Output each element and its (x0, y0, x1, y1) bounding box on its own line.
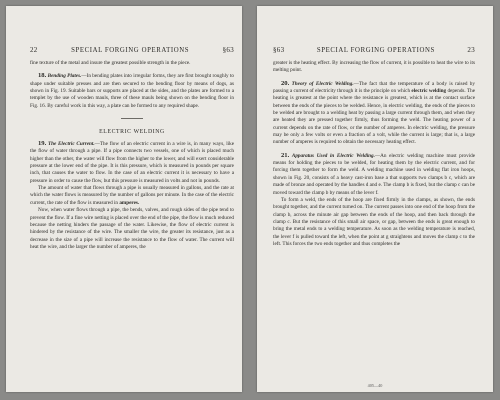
paragraph-19-third: Now, when water flows through a pipe, the bends, valves, and rough sides of the pipe tend to prevent the flow. If a fine wire netting is placed over the end of the pipe, the flow is much reduced because the netting hinders the passage of the water. Likewise, the flow of electric current is hindered by the resistance of the wire. The smaller the wire, the greater its resistance, just as a decrease in the size of a pipe will increase the resistance to the flow of water. The current will heat the wire, and the larger the number of amperes, the (30, 207, 234, 250)
paragraph-20-body-b: depends. The heating is greatest at the point where the resistance is greatest, which is at the contact surface between the ends of the pieces to be welded. Hence, in electric welding, the ends of the pieces to be welded are brought to a welding heat by passing a large current through them, and when they are heated they are pressed together firmly, thus forming the weld. The heating power of a current depends on the rate of flow, or the number of amperes. In electric welding, the pressure may be only a few volts or even a fraction of a volt, while the current is large; that is, a large number of amperes is required to obtain the necessary heating effect. (273, 88, 476, 146)
paragraph-19 (30, 140, 234, 185)
left-section-mark: §63 (222, 46, 234, 54)
paragraph-20 (273, 80, 475, 147)
electric-welding-term: electric welding (411, 88, 447, 95)
paragraph-19-second (30, 185, 234, 207)
left-page (6, 6, 242, 392)
paragraph-21-second: To form a weld, the ends of the hoop are fixed firmly in the clamps, as shown, the ends brought together, and the current turned on. The current passes into one end of the hoop from the clamp b, across the minute air gap between the ends of the hoop, and then back through the clamp c. But the resistance of this small air space, or gap, between the ends is great enough to bring the metal ends to a welding temperature. As soon as the welding temperature is reached, the lever f is pulled toward the left, when the point at g straightens and moves the clamp c to the left. This forces the two ends together and thus completes the (273, 196, 475, 247)
paragraph-18 (30, 72, 234, 110)
amperes-term: amperes. (119, 199, 140, 206)
section-divider (121, 118, 143, 119)
paragraph-20-heading: Theory of Electric Welding. (291, 80, 354, 87)
paragraph-19-body: —The flow of an electric current in a wire is, in many ways, like the flow of water through a pipe. If a pipe connects two vessels, one of which is placed much higher than the other, the water will flow from the higher to the lower, and will exert considerable pressure at the lower end of the pipe. It is this pressure, which is measured in pounds per square inch, that causes the water to flow. In the case of an electric current it is necessary to have a pressure in order to cause the flow, but this pressure is measured in volts and not in pounds. (30, 141, 235, 184)
left-running-title: SPECIAL FORGING OPERATIONS (71, 47, 190, 54)
section-heading-electric-welding: ELECTRIC WELDING (99, 129, 165, 136)
paragraph-19-second-text: The amount of water that flows through a pipe is usually measured in gallons, and the rate at which the water flows is measured by the number of gallons per minute. In the case of the electric current, the rate of the flow is measured in (30, 185, 234, 206)
right-page (257, 6, 493, 392)
left-page-header (30, 46, 234, 54)
right-opening-text: greater is the heating effect. By increasing the flow of current, it is possible to heat the wire to its melting point. (273, 60, 475, 74)
left-page-number: 22 (30, 46, 38, 54)
paragraph-20-body-a: —The fact that the temperature of a body is raised by passing a current of electricity through it is the principle on which (273, 80, 475, 95)
paragraph-19-number: 19. (38, 140, 47, 148)
paragraph-18-number: 18. (38, 72, 47, 80)
left-opening-text: fine texture of the metal and insure the greatest possible strength in the piece. (30, 60, 191, 66)
paragraph-21 (273, 152, 475, 197)
right-section-mark: §63 (273, 46, 285, 54)
paragraph-18-heading: Bending Plates. (47, 73, 82, 80)
paragraph-21-number: 21. (281, 151, 290, 159)
right-running-title: SPECIAL FORGING OPERATIONS (316, 47, 435, 54)
right-page-header (273, 46, 475, 54)
right-page-number: 23 (467, 46, 475, 54)
paragraph-18-body: —In bending plates into irregular forms, they are first brought roughly to shape under suitable presses and are then secured to the bending floor by means of dogs, as shown in Fig. 19. Suitable bars or supports are placed at the sides, and the plates are formed to a templet by the use of wooden mauls, three of these mauls being shown on the bending floor in Fig. 16. By careful work in this way, a plate can be formed to any required shape. (30, 73, 235, 109)
paragraph-20-number: 20. (281, 79, 290, 87)
page-footer-code: 405—40 (367, 383, 383, 388)
paragraph-21-body: —An electric welding machine must provide means for holding the pieces to be welded, for heating them by the electric current, and for forcing them together to form the weld. A welding machine used in welding flat iron hoops, shown in Fig. 20, consists of a heavy cast-iron base a that supports two clamps b c, which are made of bronze and operated by the handles d and e. The clamp b is fixed, but the clamp c can be moved toward the clamp b by means of the lever f. (273, 152, 475, 196)
paragraph-21-heading: Apparatus Used in Electric Welding. (291, 152, 375, 159)
paragraph-19-heading: The Electric Current. (47, 141, 95, 148)
